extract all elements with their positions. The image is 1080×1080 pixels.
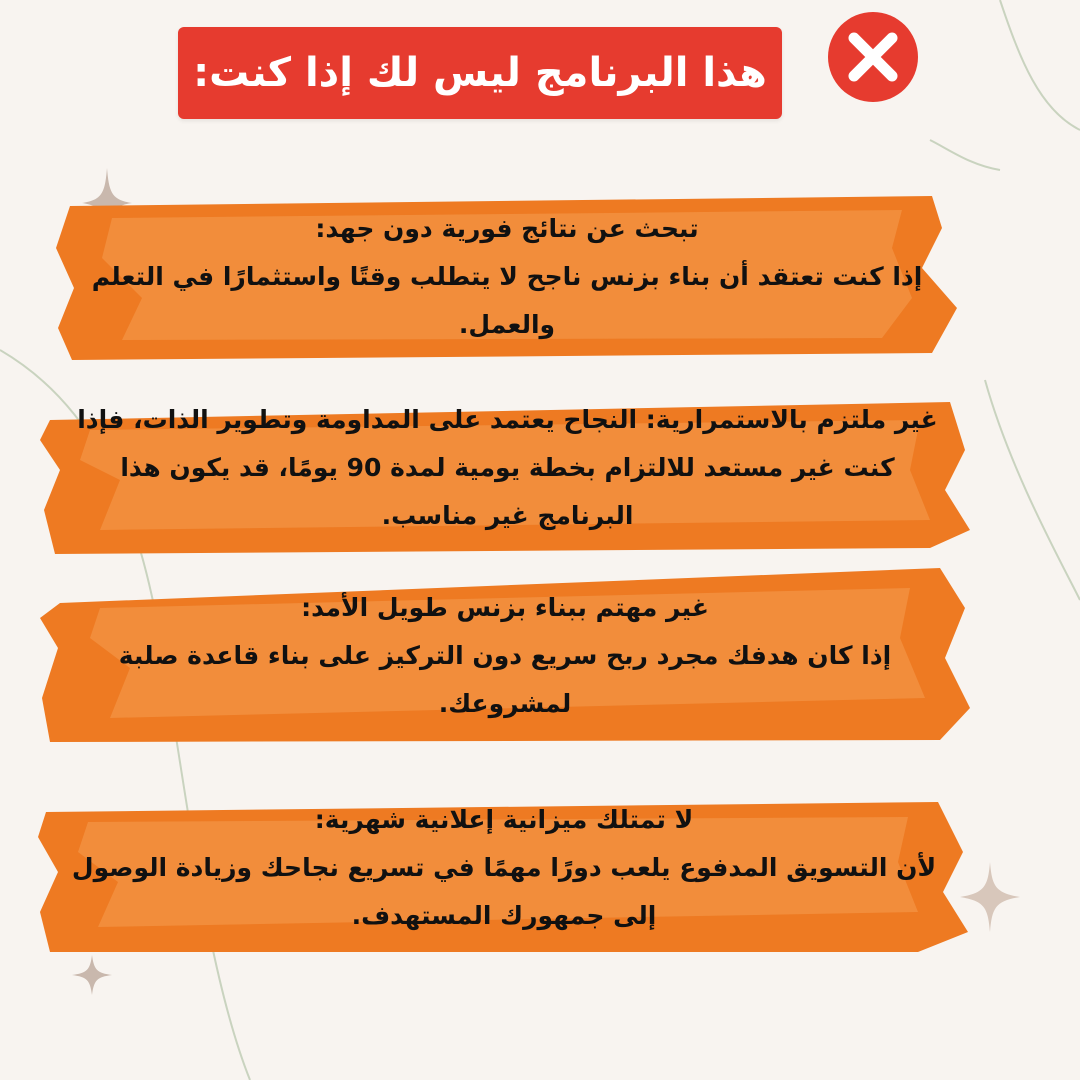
item-card-2 [40,380,975,555]
item-body: إذا كان هدفك مجرد ربح سريع دون التركيز على بناء قاعدة صلبة لمشروعك. [118,640,892,718]
page-title: هذا البرنامج ليس لك إذا كنت: [193,50,767,96]
item-card-4 [38,782,970,954]
item-body: إذا كنت تعتقد أن بناء بزنس ناجح لا يتطلب وقتًا واستثمارًا في التعلم والعمل. [91,262,923,339]
item-heading: لا تمتلك ميزانية إعلانية شهرية: [314,805,694,834]
item-heading: تبحث عن نتائج فورية دون جهد: [315,214,699,243]
page-title-banner [178,27,782,119]
sparkle-icon [72,955,112,995]
item-card-1 [52,188,962,366]
item-card-3 [40,568,970,743]
close-icon [826,10,920,104]
item-body: غير ملتزم بالاستمرارية: النجاح يعتمد على المداومة وتطوير الذات، فإذا كنت غير مستعد للالتزام بخطة يومية لمدة 90 يومًا، قد يكون هذا البرنامج غير مناسب. [77,404,938,530]
item-heading: غير مهتم ببناء بزنس طويل الأمد: [301,592,709,622]
item-body: لأن التسويق المدفوع يلعب دورًا مهمًا في تسريع نجاحك وزيادة الوصول إلى جمهورك المستهدف. [71,853,937,930]
